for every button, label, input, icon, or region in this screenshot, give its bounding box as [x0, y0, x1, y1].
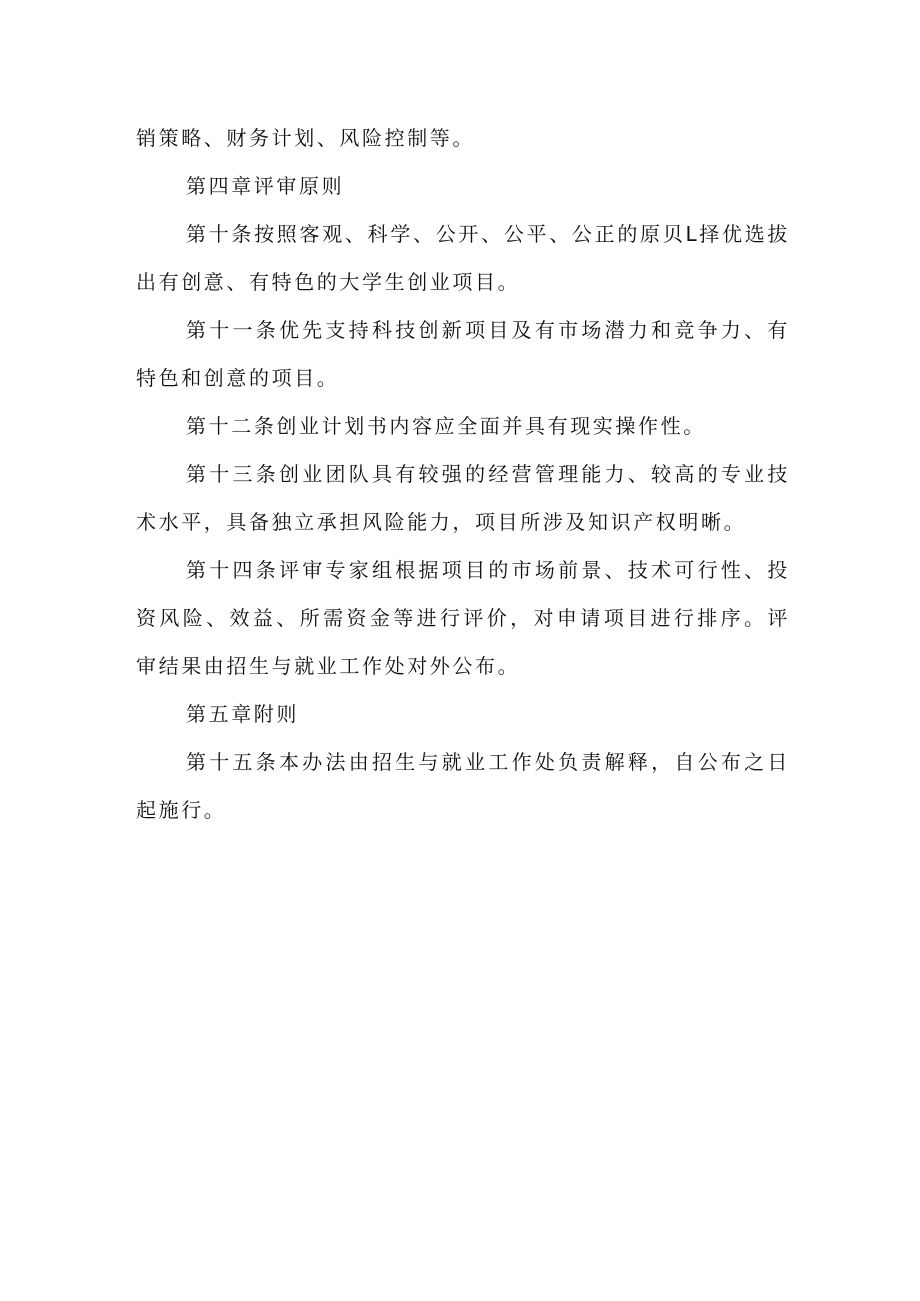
chapter-heading-5: 第五章附则	[186, 702, 299, 726]
article-11: 第十一条优先支持科技创新项目及有市场潜力和竞争力、有特色和创意的项目。	[136, 318, 790, 390]
article-15: 第十五条本办法由招生与就业工作处负责解释，自公布之日起施行。	[136, 750, 790, 822]
article-10: 第十条按照客观、科学、公开、公平、公正的原贝L择优选拔出有创意、有特色的大学生创业项目。	[136, 222, 790, 294]
document-body	[136, 114, 790, 834]
chapter-heading-4: 第四章评审原则	[186, 174, 345, 198]
article-14: 第十四条评审专家组根据项目的市场前景、技术可行性、投资风险、效益、所需资金等进行评价，对申请项目进行排序。评审结果由招生与就业工作处对外公布。	[136, 558, 790, 678]
article-13: 第十三条创业团队具有较强的经营管理能力、较高的专业技术水平，具备独立承担风险能力，项目所涉及知识产权明晰。	[136, 462, 790, 534]
paragraph-continuation: 销策略、财务计划、风险控制等。	[136, 126, 475, 150]
article-12: 第十二条创业计划书内容应全面并具有现实操作性。	[186, 414, 706, 438]
